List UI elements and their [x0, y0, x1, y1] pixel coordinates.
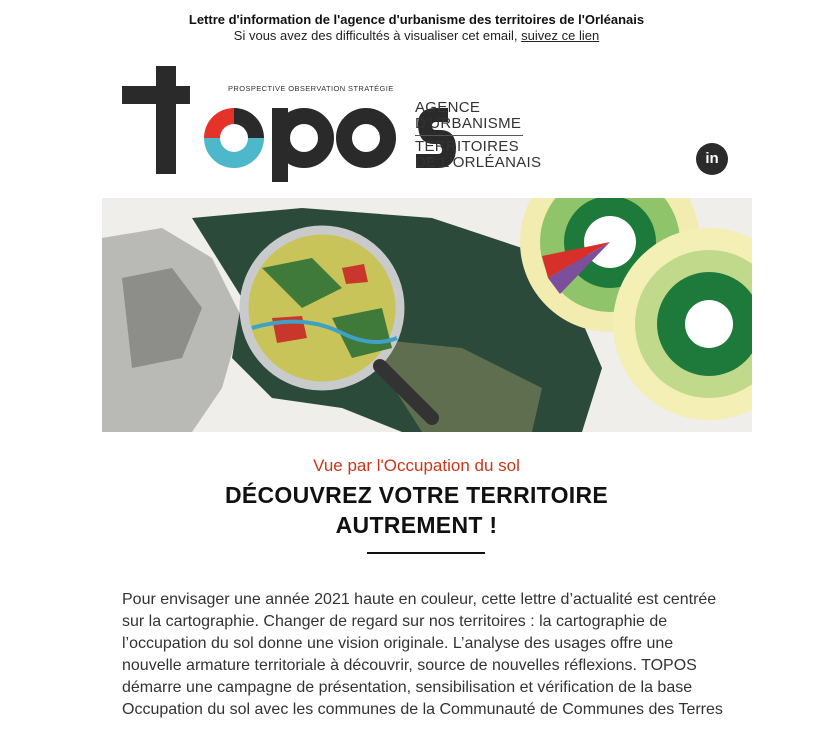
view-online-link[interactable]: suivez ce lien: [521, 28, 600, 43]
preheader-notice: [0, 28, 833, 44]
agency-name: [415, 100, 541, 171]
agency-separator: [415, 135, 523, 136]
article-title-line-1: DÉCOUVREZ VOTRE TERRITOIRE: [224, 482, 609, 508]
agency-line-3: TERRITOIRES: [415, 138, 519, 155]
title-divider: [367, 552, 485, 554]
preheader-title: Lettre d'information de l'agence d'urbanisme des territoires de l'Orléanais: [188, 12, 645, 27]
preheader-notice-text: Si vous avez des difficultés à visualiser cet email,: [233, 28, 522, 43]
agency-line-1: AGENCE: [415, 99, 481, 116]
logo-letter-t: [122, 66, 190, 174]
logo-letter-o2: [344, 116, 388, 160]
article-title-line-2: AUTREMENT !: [335, 512, 498, 538]
preheader: [0, 12, 833, 44]
agency-line-4: DE L'ORLÉANAIS: [415, 154, 542, 171]
article-body: Pour envisager une année 2021 haute en couleur, cette lettre d’actualité est centrée sur la cartographie. Changer de regard sur nos territoires : la cartographie de l’occupation du sol donne une vision originale. L’analyse des usages offre une nouvelle armature territoriale à découvrir, source de nouvelles réflexions. TOPOS démarre une campagne de présentation, sensibilisation et vérification de la base Occupation du sol avec les communes de la Communauté de Communes des Terres: [122, 591, 723, 718]
logo-o-red: [204, 108, 234, 138]
logo-o-teal: [204, 138, 264, 168]
logo-o-dark: [234, 108, 264, 138]
logo-tagline: PROSPECTIVE OBSERVATION STRATÉGIE: [228, 84, 394, 93]
logo-p-bowl: [282, 116, 326, 160]
hero-map-illustration[interactable]: [102, 198, 752, 432]
agency-line-2: D'URBANISME: [415, 115, 522, 132]
linkedin-icon[interactable]: in: [696, 143, 728, 175]
article-kicker: Vue par l'Occupation du sol: [313, 456, 520, 475]
article-title: [0, 480, 833, 540]
